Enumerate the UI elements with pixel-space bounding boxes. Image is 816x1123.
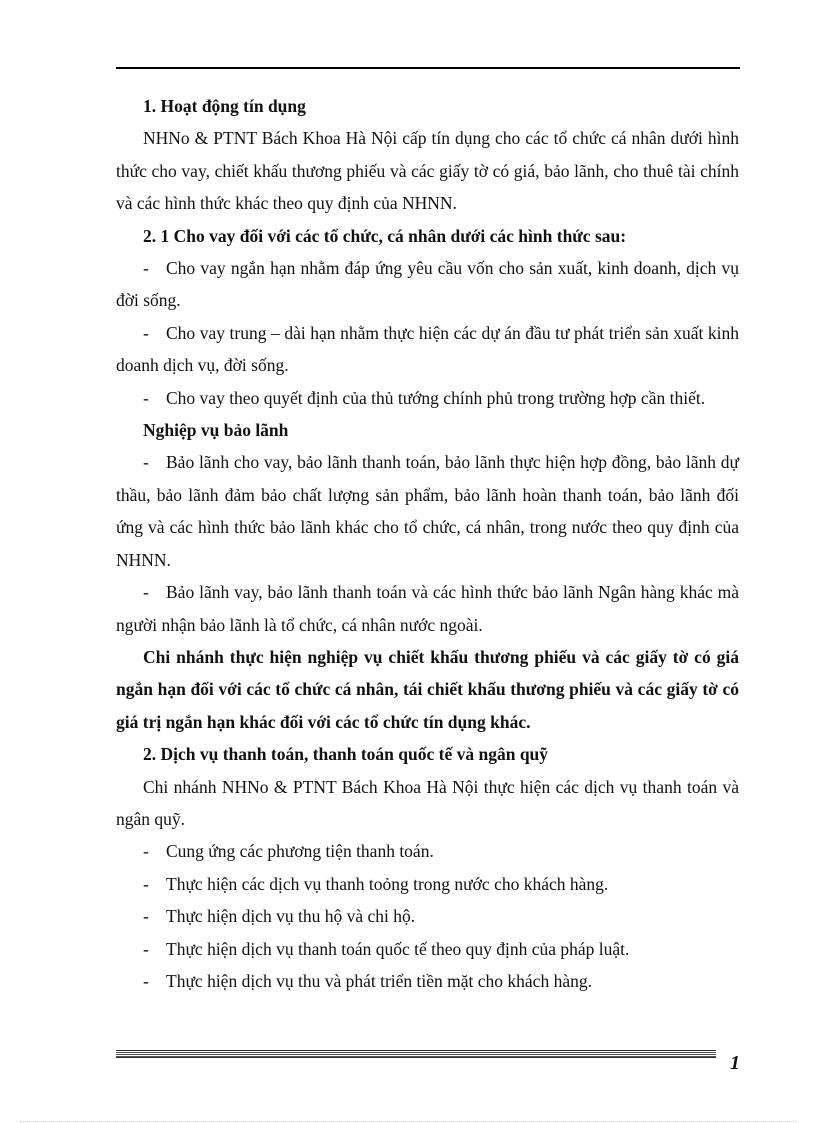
payment-item-text: Thực hiện dịch vụ thu hộ và chi hộ. (166, 906, 416, 927)
page-number: 1 (730, 1052, 740, 1074)
bullet-dash: - (143, 452, 149, 473)
loan-item (116, 382, 739, 414)
payment-item (116, 900, 739, 932)
guarantee-item (116, 576, 739, 641)
payment-item-text: Thực hiện dịch vụ thu và phát triển tiền mặt cho khách hàng. (166, 970, 592, 991)
section-2-heading: 2. Dịch vụ thanh toán, thanh toán quốc tế và ngân quỹ (143, 744, 549, 765)
loan-item-text: Cho vay theo quyết định của thủ tướng chính phủ trong trường hợp cần thiết. (166, 387, 706, 408)
bullet-dash: - (143, 906, 149, 927)
loan-item (116, 252, 739, 317)
guarantee-item-text: Bảo lãnh cho vay, bảo lãnh thanh toán, bảo lãnh thực hiện hợp đồng, bảo lãnh dự thầu, bảo lãnh đảm bảo chất lượng sản phẩm, bảo lãnh hoàn thanh toán, bảo lãnh đối ứng và các hình thức bảo lãnh khác cho tổ chức, cá nhân, trong nước theo quy định của NHNN. (116, 452, 739, 570)
payment-item (116, 835, 739, 867)
discount-paragraph: Chi nhánh thực hiện nghiệp vụ chiết khấu thương phiếu và các giấy tờ có giá ngắn hạn đối với các tổ chức cá nhân, tái chiết khấu thương phiếu và các giấy tờ có giá trị ngắn hạn khác đối với các tổ chức tín dụng khác. (116, 646, 739, 732)
bullet-dash: - (143, 873, 149, 894)
payment-item-text: Thực hiện dịch vụ thanh toán quốc tế theo quy định của pháp luật. (166, 938, 630, 959)
header-rule (116, 67, 740, 69)
guarantee-item (116, 446, 739, 576)
bullet-dash: - (143, 970, 149, 991)
section-1-heading: 1. Hoạt động tín dụng (143, 96, 306, 116)
payment-item (116, 868, 739, 900)
bullet-dash: - (143, 582, 149, 603)
guarantee-heading: Nghiệp vụ bảo lãnh (143, 420, 289, 441)
bullet-dash: - (143, 387, 149, 408)
payment-item (116, 965, 739, 997)
bullet-dash: - (143, 258, 149, 279)
payment-item-text: Cung ứng các phương tiện thanh toán. (166, 841, 434, 862)
payment-item-text: Thực hiện các dịch vụ thanh toỏng trong nước cho khách hàng. (166, 873, 609, 894)
bullet-dash: - (143, 322, 149, 343)
section-1-intro: NHNo & PTNT Bách Khoa Hà Nội cấp tín dụng cho các tổ chức cá nhân dưới hình thức cho vay, chiết khấu thương phiếu và các giấy tờ có giá, bảo lãnh, cho thuê tài chính và các hình thức khác theo quy định của NHNN. (116, 128, 739, 214)
loan-item (116, 317, 739, 382)
loan-item-text: Cho vay trung – dài hạn nhằm thực hiện các dự án đầu tư phát triển sản xuất kinh doanh dịch vụ, đời sống. (116, 322, 739, 376)
payment-item (116, 933, 739, 965)
guarantee-item-text: Bảo lãnh vay, bảo lãnh thanh toán và các hình thức bảo lãnh Ngân hàng khác mà người nhận bảo lãnh là tổ chức, cá nhân nước ngoài. (116, 582, 739, 635)
loan-item-text: Cho vay ngắn hạn nhằm đáp ứng yêu cầu vốn cho sản xuất, kinh doanh, dịch vụ đời sống. (116, 258, 739, 311)
section-2-intro: Chi nhánh NHNo & PTNT Bách Khoa Hà Nội thực hiện các dịch vụ thanh toán và ngân quỹ. (116, 776, 739, 829)
subsection-2-1-heading: 2. 1 Cho vay đối với các tổ chức, cá nhân dưới các hình thức sau: (143, 225, 627, 246)
bullet-dash: - (143, 841, 149, 862)
footer-rule (116, 1050, 716, 1058)
bullet-dash: - (143, 938, 149, 959)
document-body (116, 90, 739, 997)
